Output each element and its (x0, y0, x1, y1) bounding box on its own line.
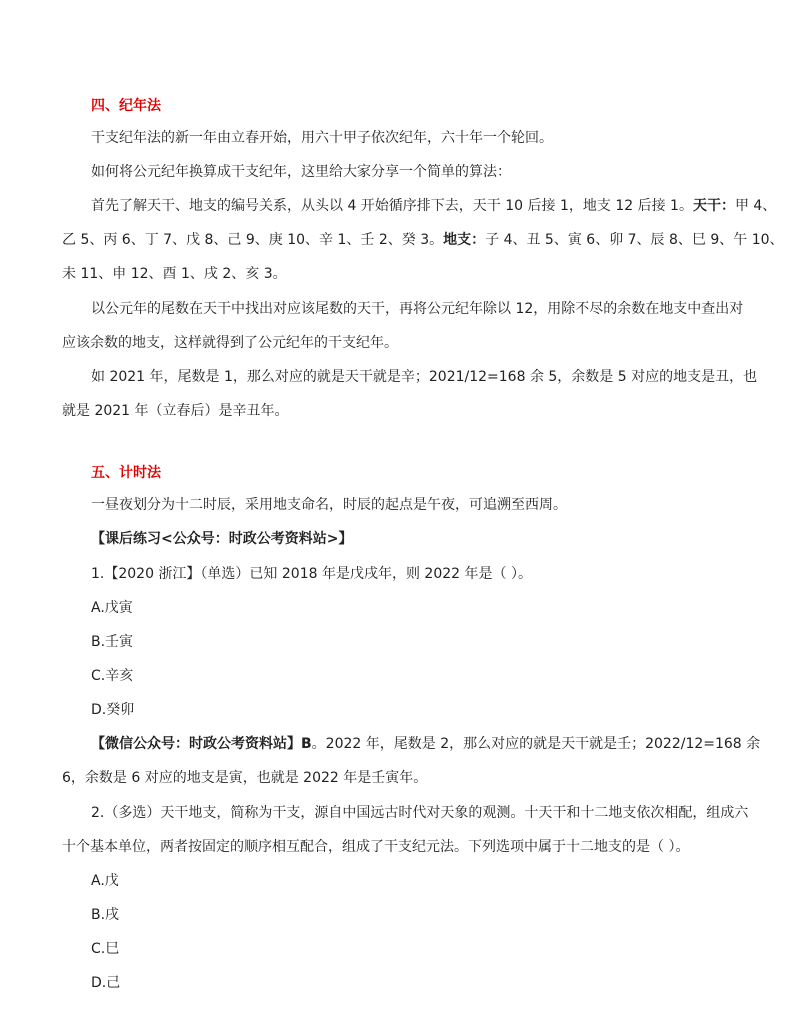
question-2-option-d: D.己 (91, 975, 121, 991)
question-1-option-a: A.戊寅 (91, 600, 133, 616)
section-5-heading: 五、计时法 (91, 465, 161, 481)
question-1-option-c: C.辛亥 (91, 668, 134, 684)
question-1-stem: 1.【2020 浙江】（单选）已知 2018 年是戊戌年，则 2022 年是（ ）。 (91, 566, 532, 582)
tiangan-values: 乙 5、丙 6、丁 7、戊 8、己 9、庚 10、辛 1、壬 2、癸 3。 (62, 232, 444, 248)
tiangan-values-start: 甲 4、 (734, 198, 777, 214)
section-4-paragraph-4-line-1: 以公元年的尾数在天干中找出对应该尾数的天干，再将公元纪年除以 12，用除不尽的余数在地支中查出对 (91, 301, 744, 317)
question-2-option-b: B.戌 (91, 907, 120, 923)
section-5-paragraph-1: 一昼夜划分为十二时辰，采用地支命名，时辰的起点是午夜，可追溯至西周。 (91, 497, 567, 513)
section-4-paragraph-5-line-1: 如 2021 年，尾数是 1，那么对应的就是天干就是辛；2021/12=168 余 5，余数是 5 对应的地支是丑，也 (91, 369, 758, 385)
section-4-paragraph-1: 干支纪年法的新一年由立春开始，用六十甲子依次纪年，六十年一个轮回。 (91, 130, 553, 146)
section-4-paragraph-3-line-3: 未 11、申 12、酉 1、戌 2、亥 3。 (62, 266, 287, 282)
section-4-paragraph-3-line-2 (62, 230, 784, 250)
section-4-heading: 四、纪年法 (91, 98, 161, 114)
question-2-stem-line-2: 十个基本单位，两者按固定的顺序相互配合，组成了干支纪元法。下列选项中属于十二地支的是（ ）。 (62, 839, 690, 855)
section-4-paragraph-3-line-1 (91, 196, 777, 216)
question-1-answer-line-2: 6，余数是 6 对应的地支是寅，也就是 2022 年是壬寅年。 (62, 770, 428, 786)
dizhi-label: 地支： (443, 232, 486, 248)
section-4-paragraph-4-line-2: 应该余数的地支，这样就得到了公元纪年的干支纪年。 (62, 335, 398, 351)
exercise-title: 【课后练习<公众号：时政公考资料站>】 (91, 531, 353, 547)
section-4-paragraph-5-line-2: 就是 2021 年（立春后）是辛丑年。 (62, 403, 289, 419)
dizhi-values-start: 子 4、丑 5、寅 6、卯 7、辰 8、巳 9、午 10、 (485, 232, 784, 248)
answer-explanation: 。2022 年，尾数是 2，那么对应的就是天干就是壬；2022/12=168 余 (311, 736, 761, 752)
tiangan-label: 天干： (692, 198, 735, 214)
answer-label: 【微信公众号：时政公考资料站】B (91, 736, 312, 752)
question-1-option-d: D.癸卯 (91, 702, 135, 718)
question-2-stem-line-1: 2.（多选）天干地支，简称为干支，源自中国远古时代对天象的观测。十天干和十二地支依次相配，组成六 (91, 805, 749, 821)
question-2-option-c: C.巳 (91, 941, 120, 957)
numbering-rule-text: 首先了解天干、地支的编号关系，从头以 4 开始循序排下去，天干 10 后接 1，地支 12 后接 1。 (91, 198, 693, 214)
question-2-option-a: A.戊 (91, 873, 119, 889)
section-4-paragraph-2: 如何将公元纪年换算成干支纪年，这里给大家分享一个简单的算法： (91, 164, 511, 180)
question-1-answer-line-1 (91, 734, 761, 754)
question-1-option-b: B.壬寅 (91, 634, 134, 650)
